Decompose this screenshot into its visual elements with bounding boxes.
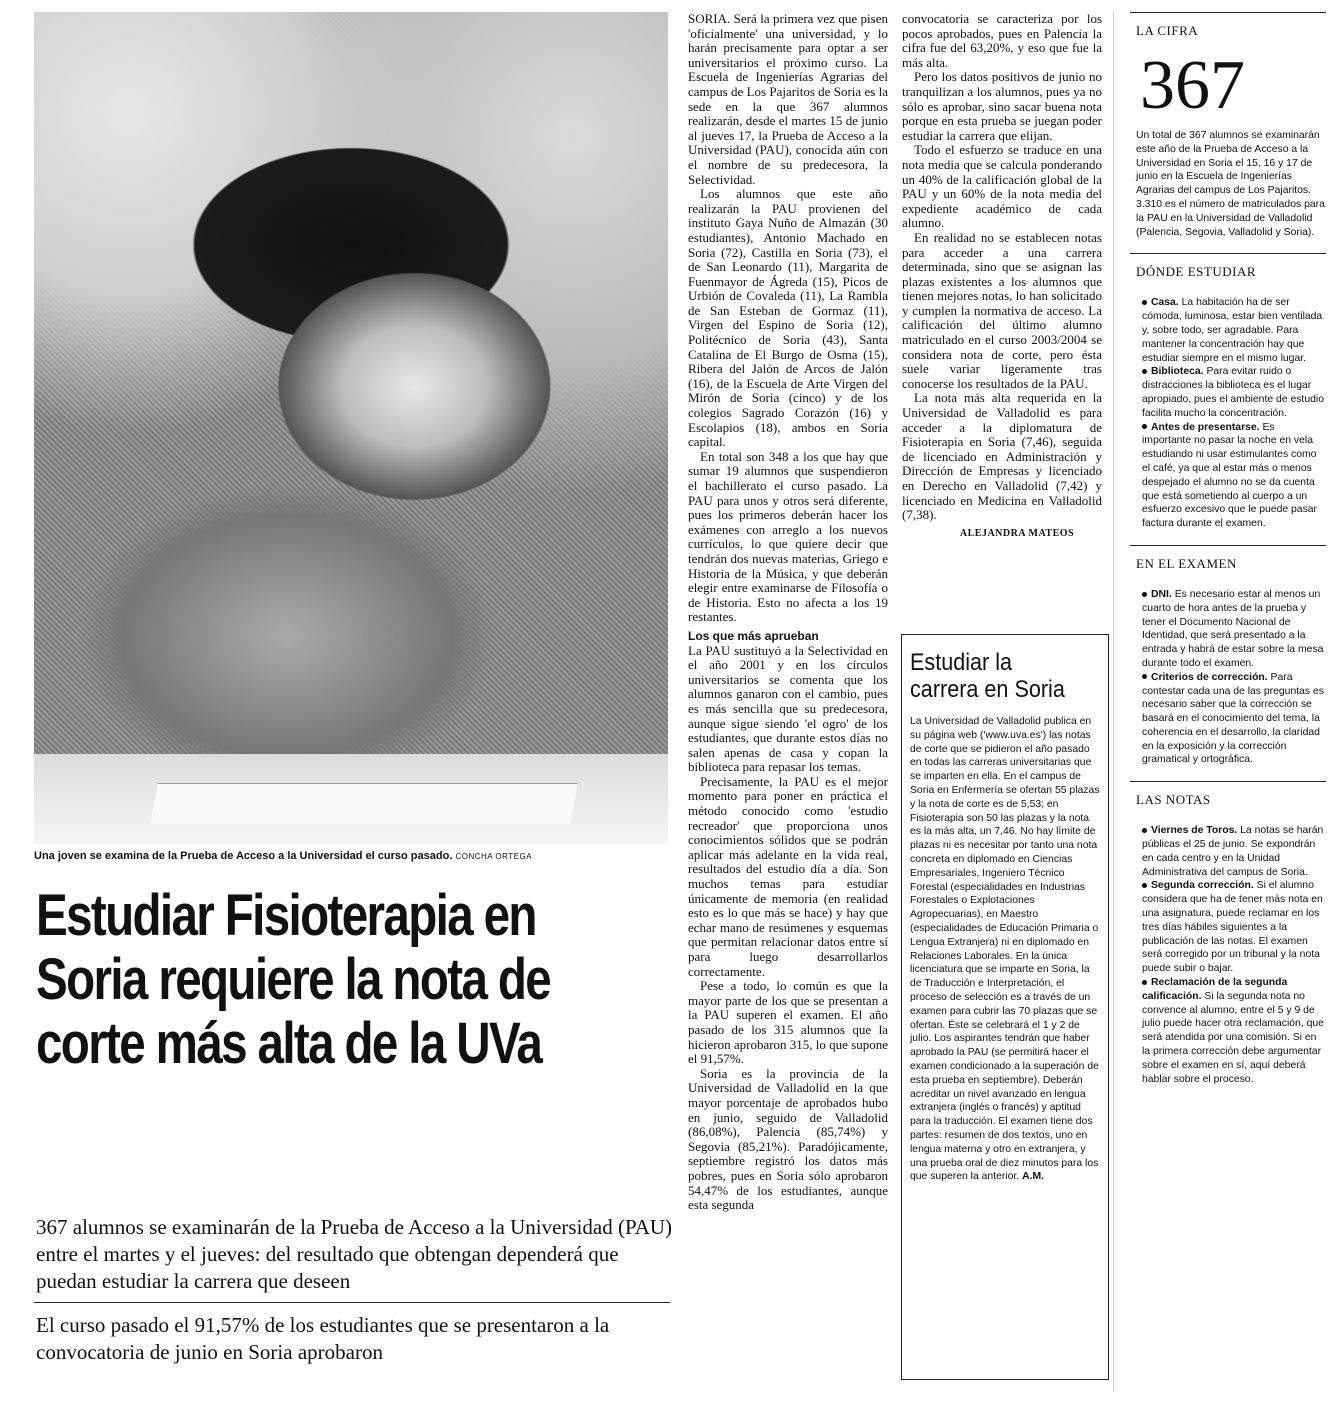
subhead-divider (34, 1302, 670, 1303)
item-text: Es necesario estar al menos un cuarto de hora antes de la prueba y tener el Documento Nacional de Identidad, que será presentado a la entrada y habrá de estar sobre la mesa durante todo el examen. (1142, 588, 1324, 669)
sidebar-box (901, 634, 1109, 1380)
paragraph: Todo el esfuerzo se traduce en una nota media que se calcula ponderando un 40% de la calificación global de la PAU y un 60% de la nota media del expediente académico de cada alumno. (902, 142, 1102, 231)
bullet-icon (1142, 592, 1147, 597)
item-text: Si el alumno considera que ha de tener más nota en una asignatura, puede reclamar en los tres días hábiles siguientes a la publicación de las notas. El examen será corregido por un tribunal y la nota puede subir o bajar. (1142, 880, 1323, 975)
list-item (1136, 365, 1326, 420)
section-head: EN EL EXAMEN (1130, 545, 1326, 572)
bullet-icon (1142, 674, 1147, 679)
paragraph: En realidad no se establecen notas para acceder a una carrera determinada, sino que se asignan las plazas existentes a los alumnos que tienen mejores notas, lo han solicitado y cumplen la normativa de acceso. La calificación del último alumno matriculado en el curso 2003/2004 se considera nota de corte, pero ésta suele variar ligeramente tras conocerse los resultados de la PAU. (902, 229, 1102, 391)
section-head: LAS NOTAS (1130, 781, 1326, 808)
item-text: La habitación ha de ser cómoda, luminosa, estar bien ventilada y, sobre todo, ser agradable. Para mantener la concentración hay que estudiar siempre en el mismo lugar. (1142, 297, 1323, 364)
bullet-icon (1142, 980, 1147, 985)
article-column-1 (688, 12, 888, 1213)
donde-estudiar-section (1130, 253, 1326, 531)
list-item (1136, 588, 1326, 671)
item-text: Si la segunda nota no convence al alumno, entre el 5 y 9 de julio puede hacer otra reclamación, que será atendida por una comisión. Si en la primera corrección debe argumentar sobre el examen en sí, aquí deberá hablar sobre el proceso. (1142, 990, 1324, 1085)
paragraph: En total son 348 a los que hay que sumar 19 alumnos que suspendieron el bachillerato el curso pasado. La PAU para unos y otros será diferente, pues los primeros deberán hacer los exámenes con arreglo a los nuevos currículos, lo que quiere decir que tendrán dos nuevas materias, Griego e Historia de la Música, y que deberán elegir entre examinarse de Filosofía o de Historia. Esto no afecta a los 19 restantes. (688, 448, 888, 625)
box-title: Estudiar la carrera en Soria (910, 649, 1065, 703)
box-body: La Universidad de Valladolid publica en su página web ('www.uva.es') las notas de corte que se pidieron el año pasado en todas las carreras universitarias que se imparten en ella. En el campus de Soria en Enfermería se ofertan 55 plazas y la nota de corte es de 5,53; en Fisioterapia son 50 las plazas y la nota es la más alta, un 7,46. No hay límite de plazas ni es necesitar por tanto una nota concreta en diplomado en Ciencias Empresariales, Ingeniero Técnico Forestal (especialidades en Industrias Forestales o Explotaciones Agropecuarias), en Maestro (especialidades de Educación Primaria o Lengua Extranjera) ni en diplomado en Relaciones Laborales. En la única licenciatura que se imparte en Soria, la de Traducción e Interpretación, el proceso de selección es a través de un examen para cubrir las 70 plazas que se ofertan. Éste se celebrará el 1 y 2 de julio. Los aspirantes tendrán que haber aprobado la PAU (se permitirá hacer el examen condicionado a la superación de esta prueba en septiembre). Deberán acreditar un nivel avanzado en lengua extranjera (inglés o francés) y aptitud para la traducción. El examen tiene dos partes: resumen de dos textos, uno en lengua materna y otro en extranjera, y una prueba oral de diez minutos para los que superen la anterior. (910, 716, 1100, 1183)
photo-caption (34, 850, 674, 862)
subhead-1: 367 alumnos se examinarán de la Prueba de Acceso a la Universidad (PAU) entre el martes y el jueves: del resultado que obtengan dependerá que puedan estudiar la carrera que deseen (36, 1215, 673, 1293)
byline: ALEJANDRA MATEOS (959, 527, 1075, 539)
cifra-text: Un total de 367 alumnos se examinarán este año de la Prueba de Acceso a la Universidad en Soria el 15, 16 y 17 de junio en la Escuela de Ingenierías Agrarias del campus de Los Pajaritos. 3.310 es el número de matriculados para la PAU en la Universidad de Valladolid (Palencia, Segovia, Valladolid y Soria). (1136, 130, 1325, 238)
rail-divider (1113, 12, 1114, 1392)
bullet-icon (1142, 828, 1147, 833)
big-number: 367 (1140, 47, 1245, 124)
photo-caption-text: Una joven se examina de la Prueba de Acceso a la Universidad el curso pasado. (34, 850, 453, 862)
paragraph: La PAU sustituyó a la Selectividad en el año 2001 y en los círculos universitarios se comenta que los alumnos ganaron con el cambio, pues es más sencilla que su predecesora, aunque sigue siendo 'el ogro' de los estudiantes, que durante estos días no salen apenas de casa y copan la biblioteca para repasar los temas. (688, 642, 888, 775)
item-label: DNI. (1151, 588, 1172, 600)
item-label: Reclamación de la segunda calificación. (1142, 977, 1288, 1002)
paragraph: SORIA. Será la primera vez que pisen 'oficialmente' una universidad, y lo harán precisamente para optar a ser universitarios el próximo curso. La Escuela de Ingenierías Agrarias del campus de Los Pajaritos de Soria es la sede en la que 367 alumnos realizarán, desde el martes 15 de junio al jueves 17, la Prueba de Acceso a la Universidad (PAU), conocida aún con el nombre de su predecesora, la Selectividad. (688, 11, 888, 187)
section-head: LA CIFRA (1130, 12, 1326, 39)
section-heading: Los que más aprueban (688, 628, 819, 643)
item-text: Para evitar ruido o distracciones la biblioteca es el lugar apropiado, pues el ambiente de estudio facilita mucho la concentración. (1142, 366, 1324, 419)
list-item (1136, 879, 1326, 976)
bullet-icon (1142, 424, 1147, 429)
item-label: Segunda corrección. (1151, 880, 1254, 892)
photo-credit: CONCHA ORTEGA (455, 852, 533, 861)
section-head: DÓNDE ESTUDIAR (1130, 253, 1326, 280)
paragraph: Precisamente, la PAU es el mejor momento para poner en práctica el método conocido como 'estudio recreador' que proporciona unos conocimientos sólidos que se podrán aplicar más adelante en la vida real, resultados del estudio día a día. Son muchos temas para estudiar únicamente de memoria (en realidad esto es lo que más se hace) y hay que echar mano de resúmenes y esquemas que permitan relacionar datos entre sí para luego desarrollarlos correctamente. (688, 773, 888, 979)
item-text: La notas se harán públicas el 25 de junio. Se expondrán en cada centro y en la Unidad Administrativa del campus de Soria. (1142, 825, 1324, 878)
en-el-examen-section (1130, 545, 1326, 767)
subhead-2: El curso pasado el 91,57% de los estudiantes que se presentaron a la convocatoria de junio en Soria aprobaron (36, 1313, 610, 1364)
la-cifra-section (1130, 12, 1326, 239)
box-text (910, 715, 1100, 1184)
item-label: Antes de presentarse. (1151, 421, 1260, 433)
list-item (1136, 296, 1326, 365)
paragraph: La nota más alta requerida en la Universidad de Valladolid es para acceder a la diplomatura de Fisioterapia en Soria (7,46), seguida de licenciado en Administración y Dirección de Empresas y licenciado en Derecho en Valladolid (7,42) y licenciado en Medicina en Valladolid (7,38). (902, 390, 1102, 523)
right-rail (1130, 12, 1326, 1100)
item-label: Biblioteca. (1151, 366, 1204, 378)
item-label: Casa. (1151, 297, 1179, 309)
article-photo (34, 12, 668, 844)
item-label: Criterios de corrección. (1151, 671, 1268, 683)
paragraph: Los alumnos que este año realizarán la PAU provienen del instituto Gaya Nuño de Almazán (30 estudiantes), Antonio Machado en Soria (72), Castilla en Soria (73), el de San Leonardo (11), Margarita de Fuenmayor de Ágreda (15), Picos de Urbión de Covaleda (11), La Rambla de San Esteban de Gormaz (11), Virgen del Espino de Soria (12), Politécnico de Soria (43), Santa Catalina de El Burgo de Osma (15), Ribera del Jalón de Arcos de Jalón (16), de la Escuela de Arte Virgen del Mirón de Soria (cinco) y de los colegios Sagrado Corazón (16) y Escolapios (18), ambos en Soria capital. (688, 186, 888, 450)
item-text: Para contestar cada una de las preguntas es necesario saber que la corrección se basará en el conocimiento del tema, la coherencia en el desarrollo, la claridad en la exposición y la corrección gramatical y ortográfica. (1142, 671, 1324, 766)
list-item (1136, 824, 1326, 879)
paragraph: Soria es la provincia de la Universidad de Valladolid en la que mayor porcentaje de aprobados hubo en junio, seguido de Valladolid (86,08%), Palencia (85,74%) y Segovia (85,21%). Paradójicamente, septiembre registró los datos más pobres, pues en Soria sólo aprobaron 54,47% de los estudiantes, aunque esta segunda (688, 1065, 888, 1213)
paragraph: convocatoria se caracteriza por los pocos aprobados, pues en Palencia la cifra fue del 63,20%, y eso que fue la más alta. (902, 11, 1102, 70)
las-notas-section (1130, 781, 1326, 1086)
item-label: Viernes de Toros. (1151, 825, 1238, 837)
paragraph: Pero los datos positivos de junio no tranquilizan a los alumnos, pues ya no sólo es aprobar, sino sacar buena nota porque en esta prueba se juegan poder estudiar la carrera que elijan. (902, 69, 1102, 143)
bullet-icon (1142, 883, 1147, 888)
box-signature: A.M. (1022, 1171, 1045, 1183)
headline: Estudiar Fisioterapia en Soria requiere la nota de corte más alta de la UVa (36, 883, 551, 1076)
list-item (1136, 976, 1326, 1086)
photo-exam-paper (150, 783, 577, 824)
bullet-icon (1142, 300, 1147, 305)
bullet-icon (1142, 369, 1147, 374)
list-item (1136, 421, 1326, 531)
item-text: Es importante no pasar la noche en vela estudiando ni usar estimulantes como el café, ya que al estar más o menos despejado el alumno no se da cuenta que está sometiendo al cuerpo a un esfuerzo excesivo que le puede pasar factura durante el examen. (1142, 421, 1318, 530)
paragraph: Pese a todo, lo común es que la mayor parte de los que se presentan a la PAU superen el examen. El año pasado de los 315 alumnos que la hicieron aprobaron 315, lo que supone el 91,57%. (688, 978, 889, 1067)
list-item (1136, 671, 1326, 768)
article-column-2 (902, 12, 1102, 541)
